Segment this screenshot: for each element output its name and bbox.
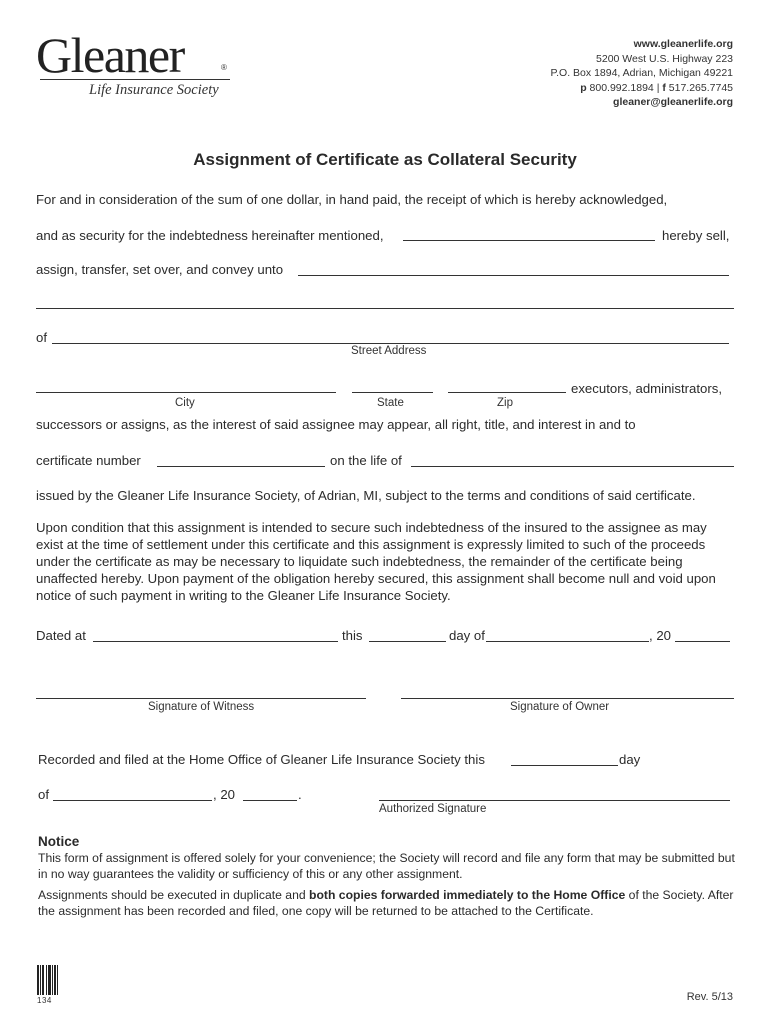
hereby-sell-text: hereby sell, [662, 228, 730, 243]
phone-fax: p 800.992.1894 | f 517.265.7745 [580, 81, 733, 94]
notice-paragraph-1: This form of assignment is offered solely for your convenience; the Society will record and file any form that may be submitted but in no way guarantees the validity or sufficiency of this or any other assignment. [38, 851, 735, 881]
year-field[interactable] [675, 641, 730, 642]
certificate-number-field[interactable] [157, 466, 325, 467]
page-title: Assignment of Certificate as Collateral Security [193, 150, 577, 169]
logo-underline [40, 79, 230, 80]
this-label: this [342, 628, 363, 643]
notice-paragraph-2: Assignments should be executed in duplicate and both copies forwarded immediately to the Home Office of the Society. After the assignment has been recorded and filed, one copy will be returned to be attached to the Certificate. [38, 888, 734, 918]
authorized-signature-field[interactable] [379, 800, 730, 801]
dated-at-field[interactable] [93, 641, 338, 642]
indebtedness-field[interactable] [403, 240, 655, 241]
year-prefix: , 20 [649, 628, 671, 643]
website: www.gleanerlife.org [633, 38, 733, 50]
address-line-1: 5200 West U.S. Highway 223 [596, 52, 733, 65]
recorded-month-field[interactable] [53, 800, 212, 801]
address-line-2: P.O. Box 1894, Adrian, Michigan 49221 [550, 67, 733, 79]
security-text: and as security for the indebtedness hereinafter mentioned, [36, 228, 384, 243]
street-caption: Street Address [351, 345, 427, 357]
form-number: 134 [37, 996, 52, 1005]
owner-signature-field[interactable] [401, 698, 734, 699]
zip-caption: Zip [497, 397, 513, 409]
year-prefix-2: , 20 [213, 787, 235, 802]
consideration-text: For and in consideration of the sum of one dollar, in hand paid, the receipt of which is hereby acknowledged, [36, 192, 668, 207]
condition-paragraph: Upon condition that this assignment is intended to secure such indebtedness of the insured to the assignee as may exist at the time of settlement under this certificate and this assignment is expressly limited to such of the proceeds under the certificate as may be necessary to liquidate such indebtedness, the remainder of the certificate being unaffected hereby. Upon payment of the obligation hereby secured, this assignment shall become null and void upon notice of such payment in writing to the Gleaner Life Insurance Society. [36, 520, 716, 603]
witness-signature-field[interactable] [36, 698, 366, 699]
life-of-label: on the life of [330, 453, 402, 468]
logo-trademark: ® [221, 63, 227, 72]
street-address-field[interactable] [52, 343, 729, 344]
assignee-field-2[interactable] [36, 308, 734, 309]
contact-block [550, 37, 733, 110]
zip-field[interactable] [448, 392, 566, 393]
state-field[interactable] [352, 392, 433, 393]
of-label: of [36, 330, 47, 345]
assignee-field[interactable] [298, 275, 729, 276]
witness-caption: Signature of Witness [148, 701, 255, 713]
logo-wordmark: Gleaner [36, 27, 184, 83]
state-caption: State [377, 397, 404, 409]
authorized-caption: Authorized Signature [379, 803, 487, 815]
assign-text: assign, transfer, set over, and convey unto [36, 262, 284, 277]
month-field[interactable] [486, 641, 649, 642]
city-caption: City [175, 397, 195, 409]
day-label: day [619, 752, 641, 767]
notice-heading: Notice [38, 834, 80, 849]
barcode-graphic [37, 965, 59, 995]
certificate-label: certificate number [36, 453, 141, 468]
recorded-day-field[interactable] [511, 765, 618, 766]
successors-text: successors or assigns, as the interest of said assignee may appear, all right, title, and interest in and to [36, 417, 636, 432]
recorded-text: Recorded and filed at the Home Office of Gleaner Life Insurance Society this [38, 752, 485, 767]
city-field[interactable] [36, 392, 336, 393]
revision-label: Rev. 5/13 [686, 991, 733, 1003]
dated-at-label: Dated at [36, 628, 86, 643]
email: gleaner@gleanerlife.org [613, 96, 733, 108]
of-label-2: of [38, 787, 49, 802]
logo-subtitle: Life Insurance Society [89, 82, 219, 98]
insured-name-field[interactable] [411, 466, 734, 467]
day-field[interactable] [369, 641, 446, 642]
owner-caption: Signature of Owner [510, 701, 610, 713]
executors-text: executors, administrators, [571, 381, 722, 396]
issued-text: issued by the Gleaner Life Insurance Society, of Adrian, MI, subject to the terms and conditions of said certificate. [36, 488, 696, 503]
day-of-label: day of [449, 628, 485, 643]
recorded-year-field[interactable] [243, 800, 297, 801]
period: . [298, 787, 302, 802]
